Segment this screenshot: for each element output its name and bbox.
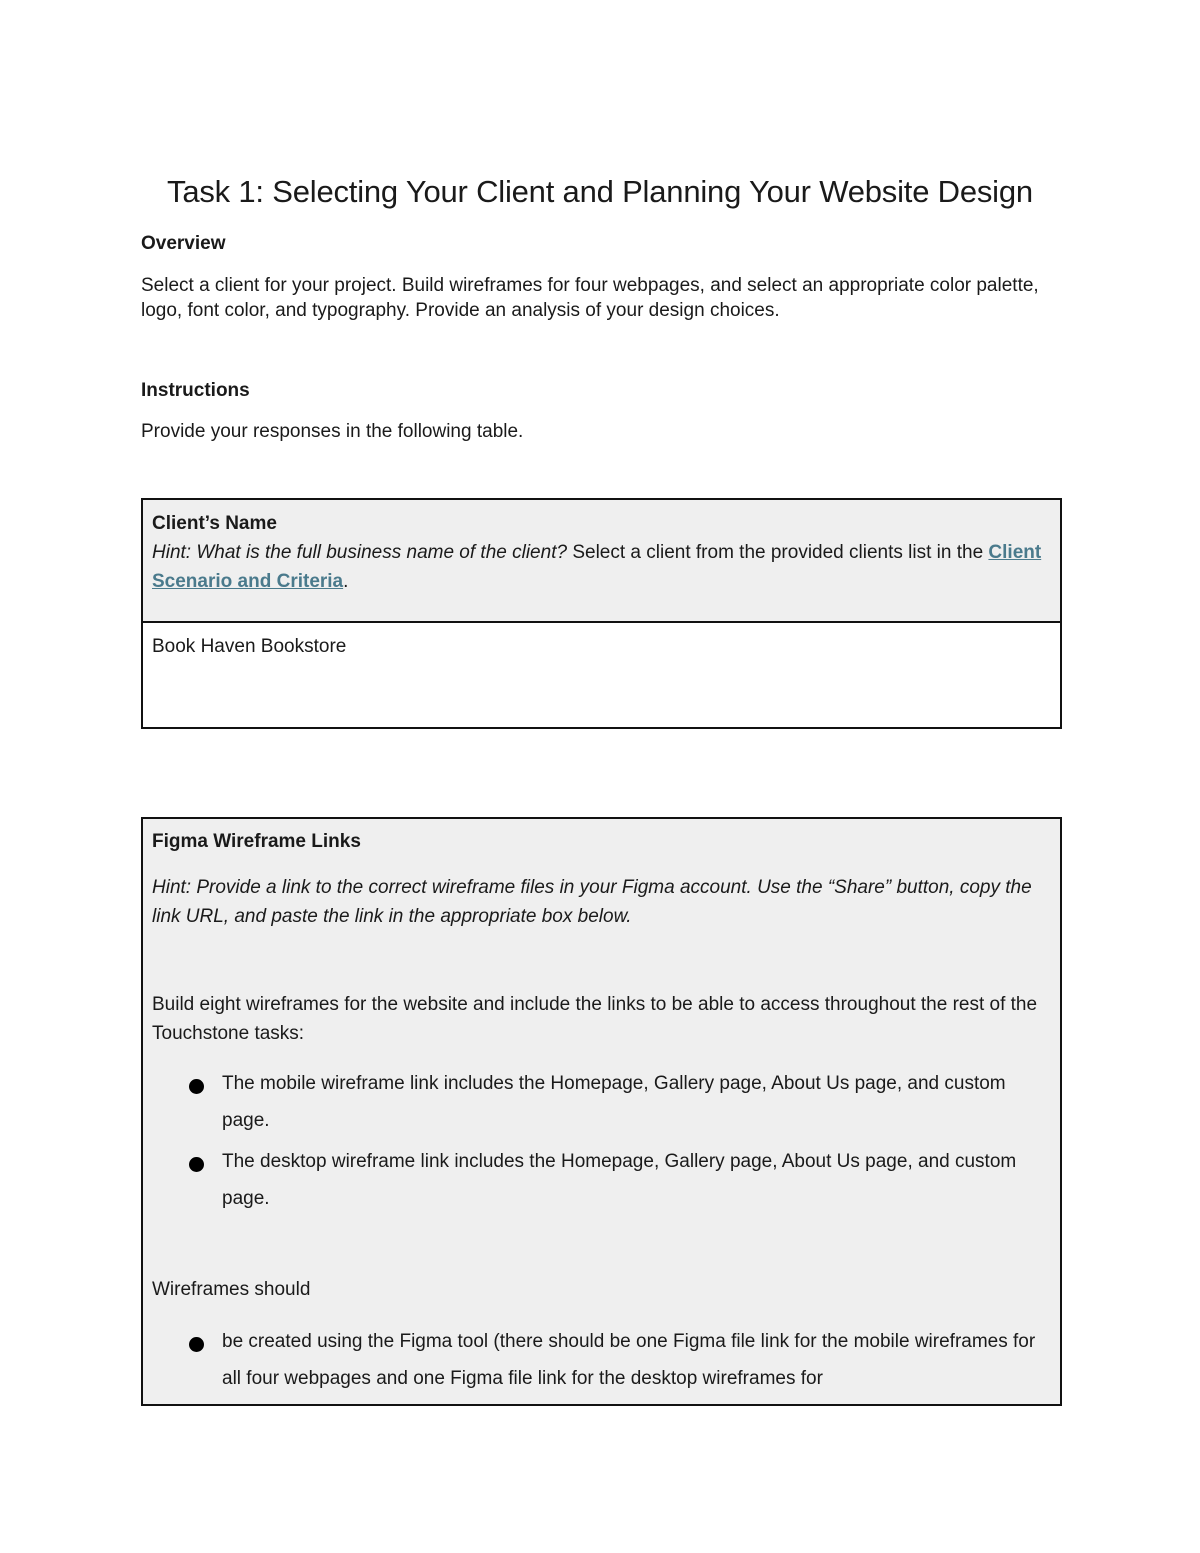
client-name-answer: Book Haven Bookstore xyxy=(152,636,347,657)
client-scenario-link[interactable]: Client Scenario and Criteria xyxy=(152,542,1042,592)
overview-text: Select a client for your project. Build wireframes for four webpages, and select an appropriate color palette, logo, font color, and typography. Provide an analysis of your design choices. xyxy=(141,275,1039,321)
client-name-header-cell xyxy=(143,500,1060,621)
figma-links-hint: Hint: Provide a link to the correct wireframe files in your Figma account. Use the “Share” button, copy the link URL, and paste the link in the appropriate box below. xyxy=(152,877,1032,927)
bullet-icon xyxy=(189,1157,204,1172)
figma-build-text: Build eight wireframes for the website and include the links to be able to access throughout the rest of the Touchstone tasks: xyxy=(152,994,1038,1044)
figma-should-text: Wireframes should xyxy=(152,1279,311,1300)
list-item xyxy=(152,1065,1051,1139)
figma-links-cell xyxy=(143,819,1060,1406)
figma-build-bullets xyxy=(152,1065,1051,1217)
page-title: Task 1: Selecting Your Client and Planning Your Website Design xyxy=(167,174,1033,209)
bullet-text: The desktop wireframe link includes the Homepage, Gallery page, About Us page, and custom page. xyxy=(222,1151,1017,1209)
instructions-text: Provide your responses in the following table. xyxy=(141,421,524,442)
client-name-hint: Hint: What is the full business name of the client? xyxy=(152,542,568,563)
figma-links-title: Figma Wireframe Links xyxy=(152,831,361,852)
bullet-icon xyxy=(189,1337,204,1352)
client-name-table xyxy=(141,498,1062,729)
bullet-text: be created using the Figma tool (there should be one Figma file link for the mobile wireframes for all four webpages and one Figma file link for the desktop wireframes for xyxy=(222,1331,1036,1389)
instructions-heading: Instructions xyxy=(141,380,250,401)
client-name-period: . xyxy=(343,571,349,592)
bullet-icon xyxy=(189,1079,204,1094)
list-item xyxy=(152,1323,1051,1397)
figma-should-bullets xyxy=(152,1323,1051,1397)
client-name-answer-cell[interactable] xyxy=(143,621,1060,727)
client-name-instruction: Select a client from the provided clients list in the xyxy=(567,542,989,563)
list-item xyxy=(152,1143,1051,1217)
client-name-hint-paragraph xyxy=(152,538,1051,596)
overview-heading: Overview xyxy=(141,233,226,254)
bullet-text: The mobile wireframe link includes the Homepage, Gallery page, About Us page, and custom page. xyxy=(222,1073,1006,1131)
figma-links-table xyxy=(141,817,1062,1406)
client-name-title: Client’s Name xyxy=(152,513,277,534)
